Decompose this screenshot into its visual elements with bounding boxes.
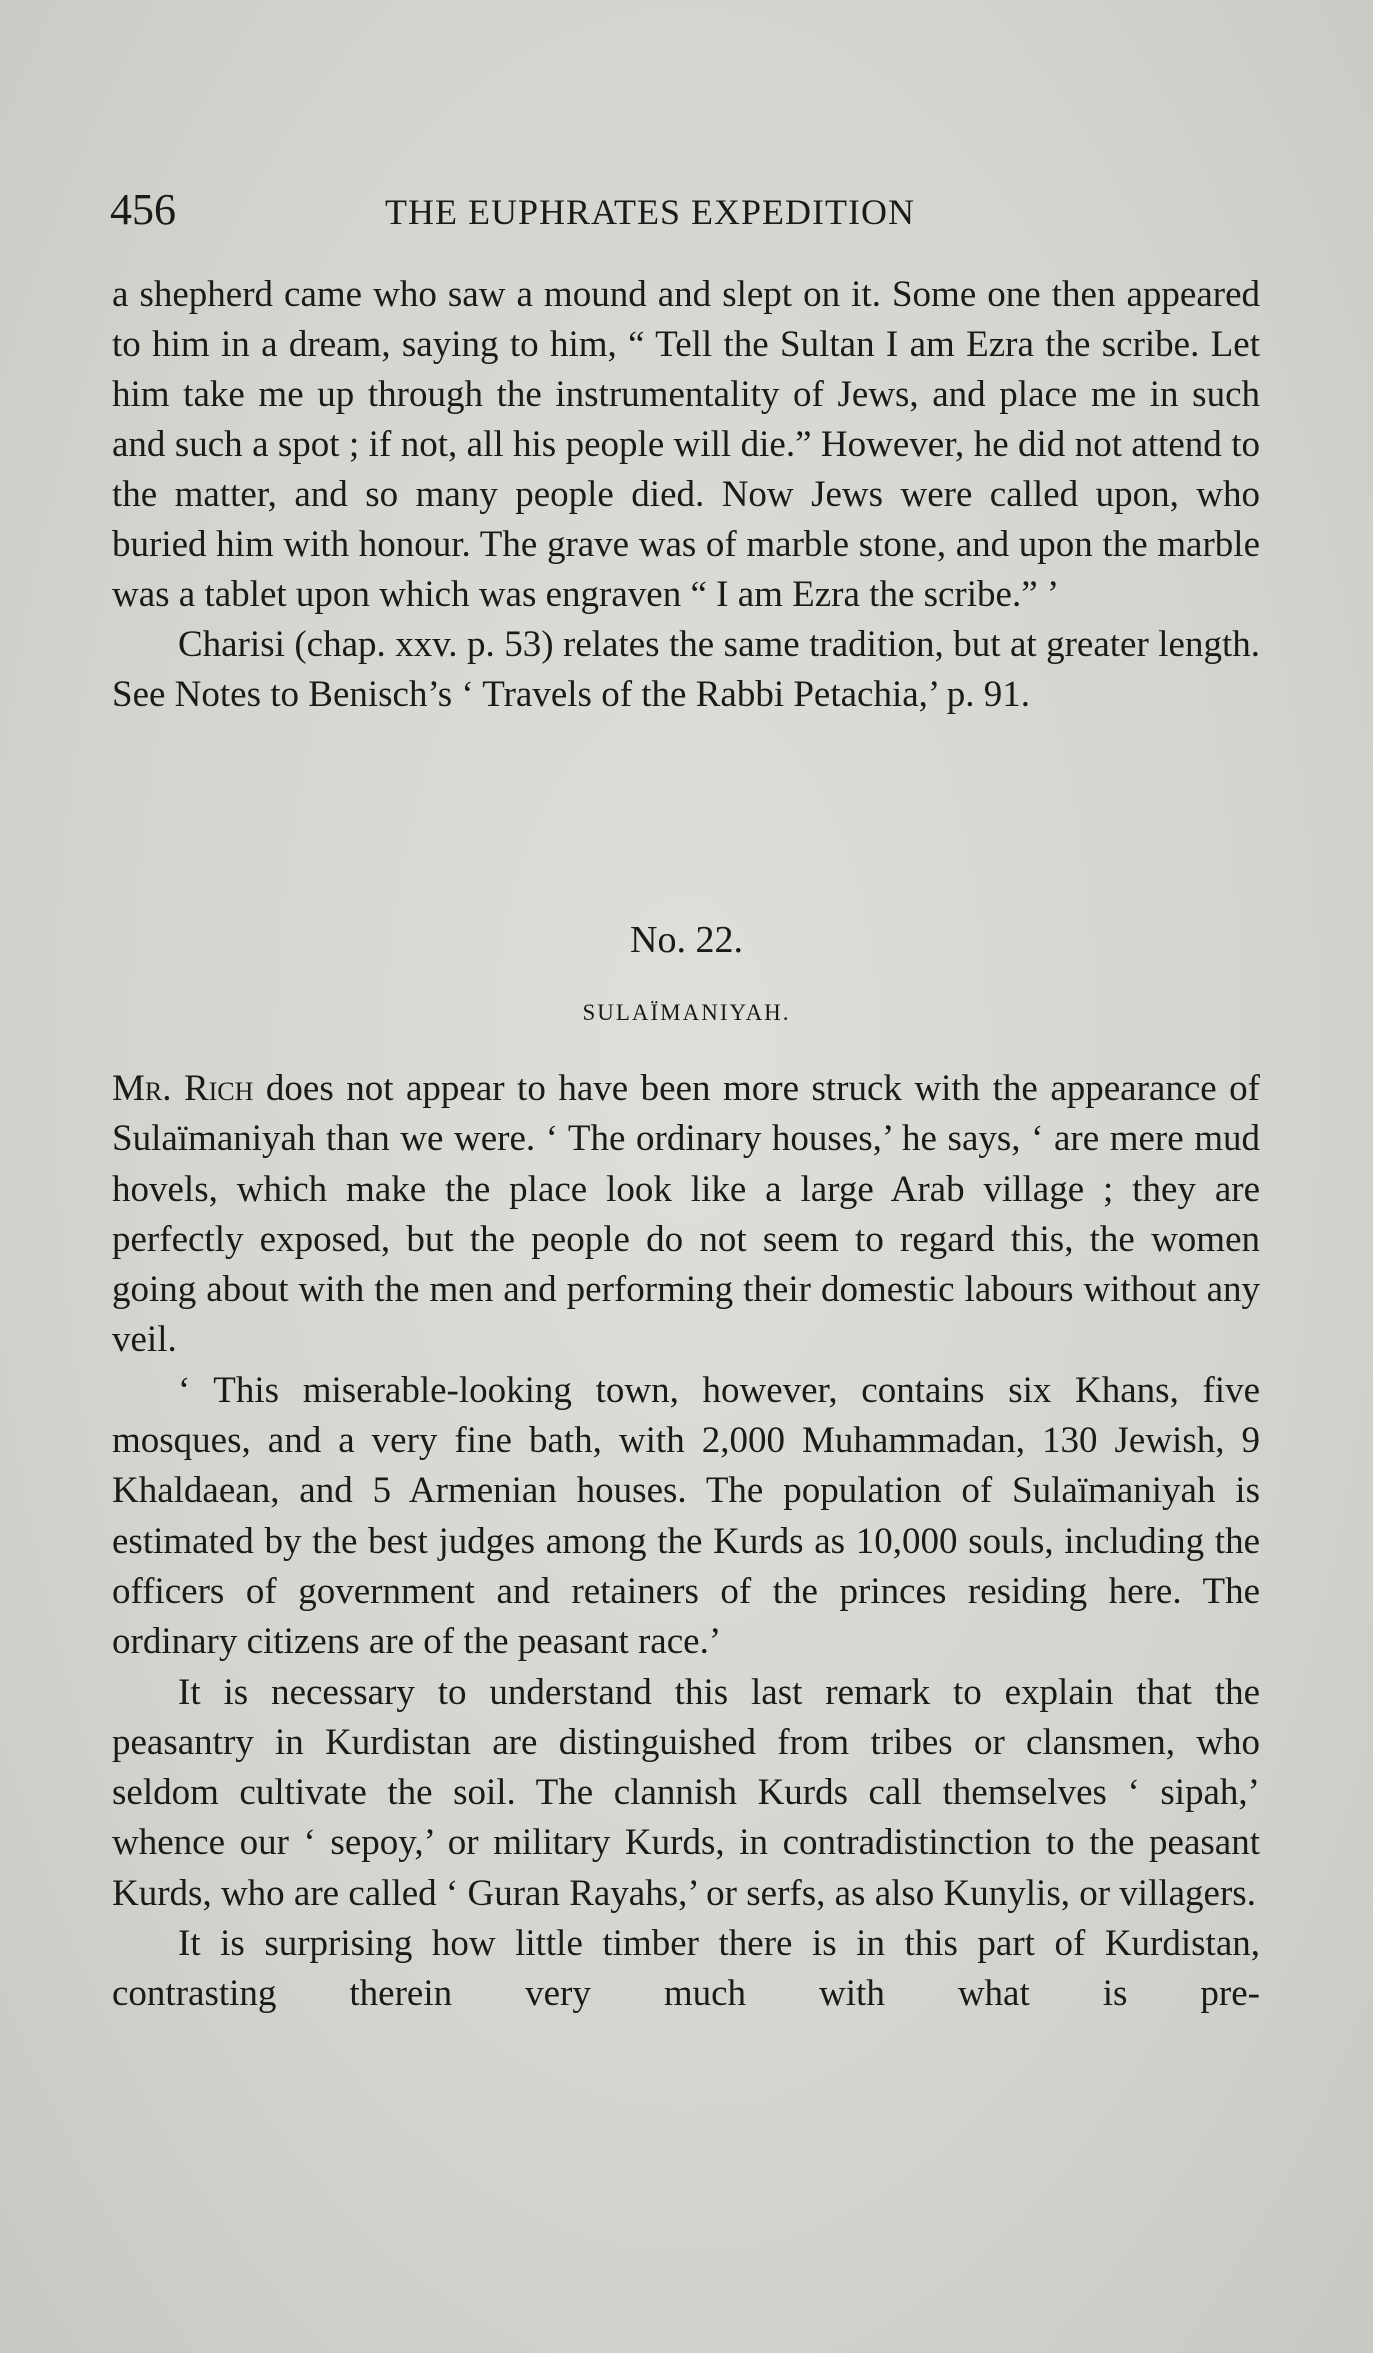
paragraph-ezra-tradition: a shepherd came who saw a mound and slept on it. Some one then appeared to him in a dream, saying to him, “ Tell the Sultan I am Ezra the scribe. Let him take me up through the instrumentality of Jews, and place me in such and such a spot ; if not, all his people will die.” However, he did not attend to the matter, and so many people died. Now Jews were called upon, who buried him with honour. The grave was of marble stone, and upon the marble was a tablet upon which was engraven “ I am Ezra the scribe.” ’ xyxy=(112,274,1260,615)
running-title: THE EUPHRATES EXPEDITION xyxy=(385,192,915,232)
section-number: No. 22. xyxy=(630,919,743,961)
page-number: 456 xyxy=(110,185,176,234)
paragraph-rich-text: does not appear to have been more struck with the appearance of Sulaïmaniyah than we were. ‘ The ordinary houses,’ he says, ‘ are mere mud hovels, which make the place look like a large Arab village ; they are perfectly exposed, but the people do not seem to regard this, the women going about with the men and performing their domestic labours without any veil. xyxy=(112,1068,1260,1361)
author-name: Mr. Rich xyxy=(112,1068,254,1109)
paragraph-timber: It is surprising how little timber there is in this part of Kurdistan, contrasting therein very much with what is pre- xyxy=(112,1923,1260,2015)
paragraph-town: ‘ This miserable-looking town, however, contains six Khans, five mosques, and a very fine bath, with 2,000 Muhammadan, 130 Jewish, 9 Khaldaean, and 5 Armenian houses. The population of Sulaïmaniyah is estimated by the best judges among the Kurds as 10,000 souls, including the officers of government and retainers of the princes residing here. The ordinary citizens are of the peasant race.’ xyxy=(112,1369,1260,1663)
paragraph-charisi: Charisi (chap. xxv. p. 53) relates the same tradition, but at greater length. See Notes to Benisch’s ‘ Travels of the Rabbi Petachia,’ p. 91. xyxy=(112,624,1260,715)
text-block-top xyxy=(112,270,1260,720)
paragraph-rich xyxy=(112,1064,1260,1366)
paragraph-peasantry: It is necessary to understand this last remark to explain that the peasantry in Kurdistan are distinguished from tribes or clansmen, who seldom cultivate the soil. The clannish Kurds call themselves ‘ sipah,’ whence our ‘ sepoy,’ or military Kurds, in contradistinction to the peasant Kurds, who are called ‘ Guran Rayahs,’ or serfs, as also Kunylis, or villagers. xyxy=(112,1671,1260,1914)
running-head xyxy=(110,180,1260,240)
text-block-main xyxy=(112,1064,1260,2020)
section-title: SULAÏMANIYAH. xyxy=(582,1000,791,1025)
